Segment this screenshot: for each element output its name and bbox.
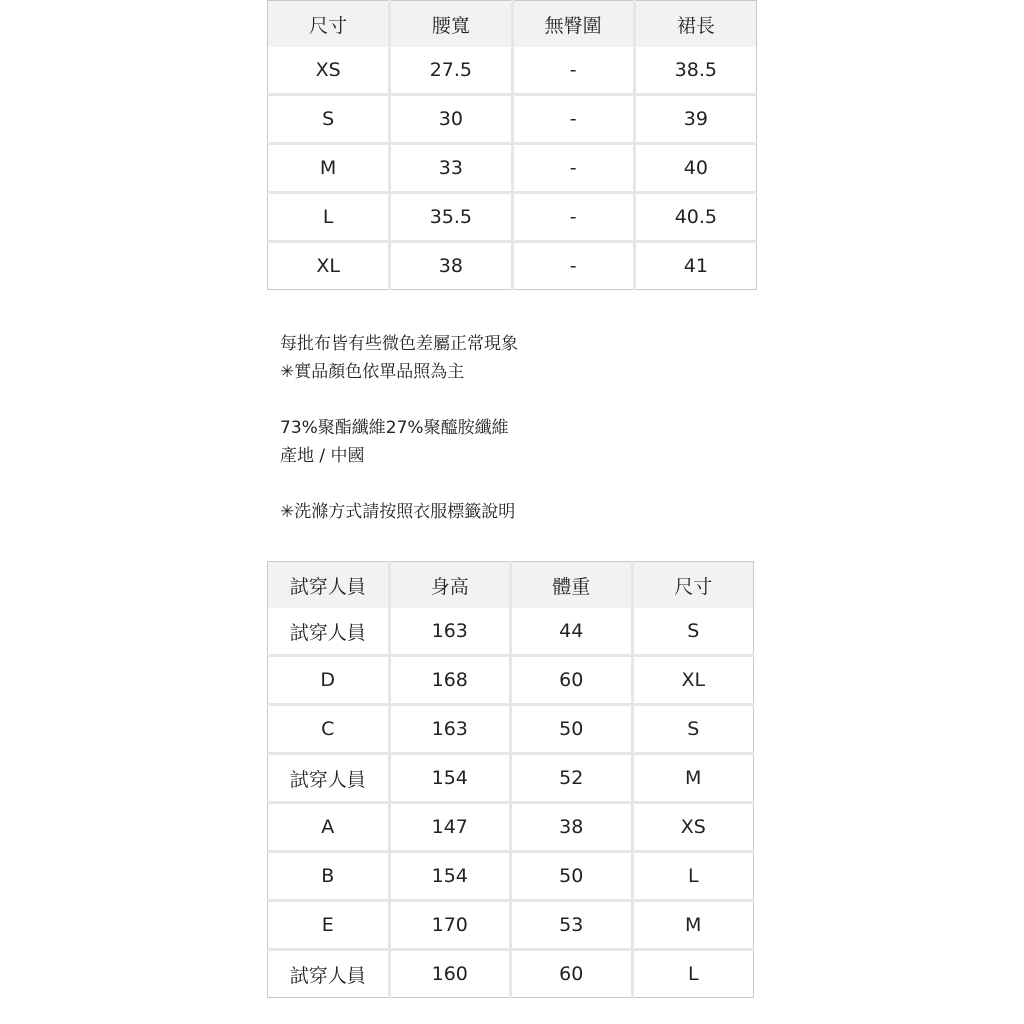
material-notes: [280, 414, 509, 470]
table-cell: 試穿人員: [268, 608, 390, 656]
table-row: [268, 193, 757, 242]
table-cell: 53: [511, 901, 633, 950]
table-cell: 試穿人員: [268, 950, 390, 998]
table-row: [268, 803, 754, 852]
table-cell: S: [632, 608, 754, 656]
table-cell: 30: [390, 95, 512, 144]
table-cell: 33: [390, 144, 512, 193]
table-cell: 147: [389, 803, 511, 852]
table-cell: 41: [634, 242, 756, 290]
table-header-row: [268, 1, 757, 48]
table-cell: 163: [389, 608, 511, 656]
table-cell: 40.5: [634, 193, 756, 242]
table-cell: 50: [511, 852, 633, 901]
material-composition: 73%聚酯纖維27%聚醯胺纖維: [280, 418, 509, 438]
color-reference-note: ✳實品顏色依單品照為主: [280, 362, 465, 382]
table-row: [268, 608, 754, 656]
table-cell: 52: [511, 754, 633, 803]
table-cell: XL: [268, 242, 390, 290]
table-cell: 154: [389, 852, 511, 901]
table-cell: XL: [632, 656, 754, 705]
size-chart-table: [267, 0, 757, 290]
column-header-size: 尺寸: [268, 1, 390, 48]
column-header-model: 試穿人員: [268, 562, 390, 609]
table-row: [268, 705, 754, 754]
table-cell: D: [268, 656, 390, 705]
table-cell: -: [512, 47, 634, 95]
table-cell: -: [512, 95, 634, 144]
model-fit-table: [267, 561, 754, 998]
table-cell: 39: [634, 95, 756, 144]
table-row: [268, 144, 757, 193]
table-cell: E: [268, 901, 390, 950]
table-cell: M: [632, 901, 754, 950]
table-cell: L: [632, 950, 754, 998]
column-header-height: 身高: [389, 562, 511, 609]
table-cell: -: [512, 242, 634, 290]
table-cell: 168: [389, 656, 511, 705]
product-notes: [280, 330, 518, 386]
table-cell: 27.5: [390, 47, 512, 95]
table-cell: 44: [511, 608, 633, 656]
table-row: [268, 95, 757, 144]
table-cell: C: [268, 705, 390, 754]
column-header-hip: 無臀圍: [512, 1, 634, 48]
care-notes: [280, 498, 515, 526]
table-cell: 38: [511, 803, 633, 852]
table-cell: 170: [389, 901, 511, 950]
table-cell: 38.5: [634, 47, 756, 95]
table-row: [268, 901, 754, 950]
color-variance-note: 每批布皆有些微色差屬正常現象: [280, 334, 518, 354]
table-cell: XS: [632, 803, 754, 852]
column-header-waist: 腰寬: [390, 1, 512, 48]
table-cell: S: [268, 95, 390, 144]
care-instructions: ✳洗滌方式請按照衣服標籤說明: [280, 502, 516, 522]
table-cell: S: [632, 705, 754, 754]
table-cell: 60: [511, 950, 633, 998]
table-cell: L: [268, 193, 390, 242]
table-cell: A: [268, 803, 390, 852]
table-cell: -: [512, 193, 634, 242]
column-header-size: 尺寸: [632, 562, 754, 609]
table-row: [268, 242, 757, 290]
table-cell: 160: [389, 950, 511, 998]
table-cell: 40: [634, 144, 756, 193]
table-cell: 35.5: [390, 193, 512, 242]
table-cell: -: [512, 144, 634, 193]
table-cell: L: [632, 852, 754, 901]
table-cell: M: [268, 144, 390, 193]
table-cell: B: [268, 852, 390, 901]
column-header-weight: 體重: [511, 562, 633, 609]
table-row: [268, 754, 754, 803]
table-cell: 38: [390, 242, 512, 290]
table-cell: 163: [389, 705, 511, 754]
table-row: [268, 47, 757, 95]
table-cell: 60: [511, 656, 633, 705]
table-row: [268, 656, 754, 705]
table-row: [268, 852, 754, 901]
country-of-origin: 產地 / 中國: [280, 446, 365, 466]
table-cell: 試穿人員: [268, 754, 390, 803]
table-cell: M: [632, 754, 754, 803]
table-cell: 154: [389, 754, 511, 803]
table-cell: 50: [511, 705, 633, 754]
table-row: [268, 950, 754, 998]
column-header-skirt-length: 裙長: [634, 1, 756, 48]
table-cell: XS: [268, 47, 390, 95]
table-header-row: [268, 562, 754, 609]
